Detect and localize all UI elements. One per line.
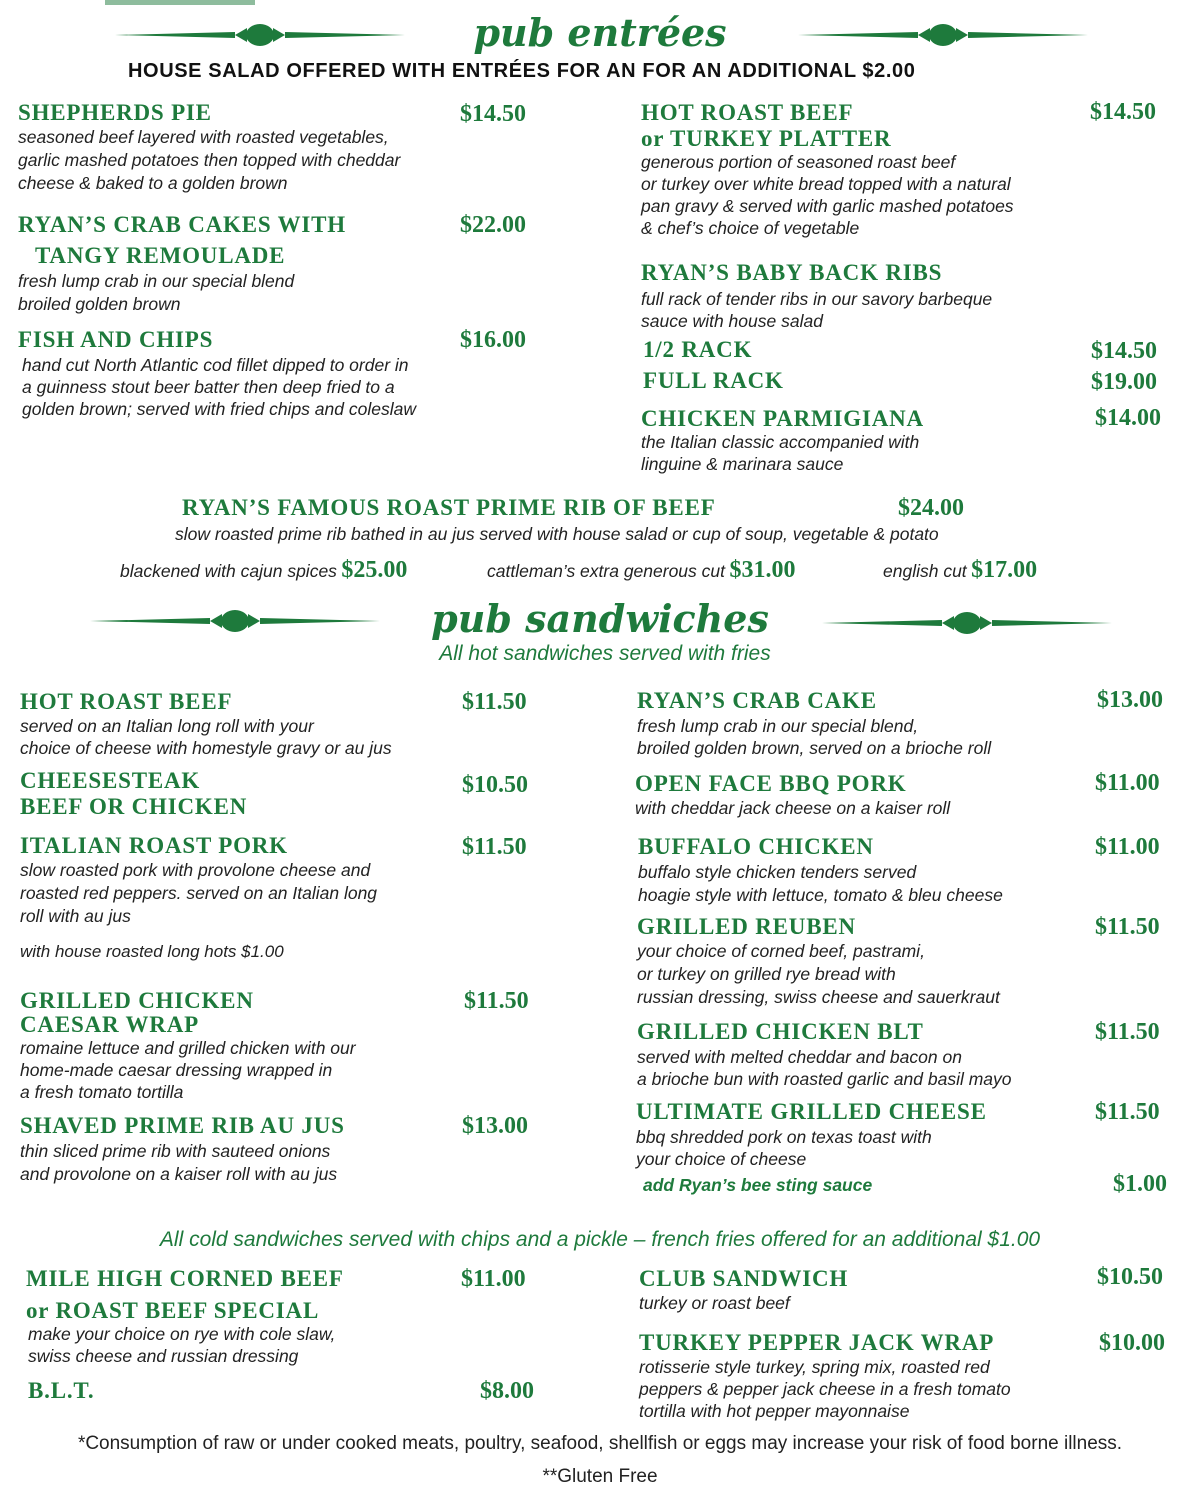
item-price: $11.00 bbox=[1095, 770, 1160, 796]
item-price: $11.00 bbox=[461, 1266, 526, 1292]
item-description: your choice of corned beef, pastrami, or turkey on grilled rye bread with russian dressing, swiss cheese and sauerkraut bbox=[637, 941, 1000, 1007]
item-description: bbq shredded pork on texas toast with your choice of cheese bbox=[636, 1127, 932, 1169]
prime-rib-description: slow roasted prime rib bathed in au jus served with house salad or cup of soup, vegetable & potato bbox=[175, 524, 939, 544]
item-price: $13.00 bbox=[462, 1113, 528, 1139]
item-description: buffalo style chicken tenders served hoagie style with lettuce, tomato & bleu cheese bbox=[638, 862, 1003, 905]
item-name-line2: or TURKEY PLATTER bbox=[641, 126, 892, 151]
item-name: BUFFALO CHICKEN bbox=[638, 834, 874, 859]
sandwiches-title: pub sandwiches bbox=[431, 596, 769, 641]
item-description: full rack of tender ribs in our savory barbeque sauce with house salad bbox=[641, 289, 993, 331]
gluten-free-note: **Gluten Free bbox=[542, 1466, 658, 1487]
item-description: fresh lump crab in our special blend, broiled golden brown, served on a brioche roll bbox=[637, 716, 992, 758]
item-name: B.L.T. bbox=[28, 1378, 95, 1403]
right-ornament-divider bbox=[822, 608, 1112, 638]
prime-rib-option bbox=[883, 557, 1037, 584]
option-name: FULL RACK bbox=[643, 368, 784, 393]
item-price: $11.50 bbox=[462, 834, 527, 860]
item-name: OPEN FACE BBQ PORK bbox=[635, 771, 907, 796]
food-safety-warning: *Consumption of raw or under cooked meats, poultry, seafood, shellfish or eggs may increase your risk of food borne illness. bbox=[77, 1433, 1123, 1454]
item-name: GRILLED CHICKEN BLT bbox=[637, 1019, 924, 1044]
entrees-title: pub entrées bbox=[473, 10, 727, 55]
item-name: CLUB SANDWICH bbox=[639, 1266, 849, 1291]
item-description: romaine lettuce and grilled chicken with our home-made caesar dressing wrapped in a fresh tomato tortilla bbox=[20, 1038, 356, 1102]
prime-rib-name: RYAN’S FAMOUS ROAST PRIME RIB OF BEEF bbox=[182, 495, 716, 520]
item-price: $8.00 bbox=[480, 1378, 534, 1404]
item-name: ITALIAN ROAST PORK bbox=[20, 833, 288, 858]
item-price: $11.50 bbox=[464, 988, 529, 1014]
item-price: $13.00 bbox=[1097, 687, 1163, 713]
option-name: 1/2 RACK bbox=[643, 337, 753, 362]
item-name: ULTIMATE GRILLED CHEESE bbox=[636, 1099, 987, 1124]
item-price: $11.50 bbox=[462, 689, 527, 715]
item-price: $22.00 bbox=[460, 212, 526, 238]
option-price: $25.00 bbox=[341, 557, 408, 583]
item-name: MILE HIGH CORNED BEEF bbox=[26, 1266, 344, 1291]
option-label: english cut bbox=[883, 561, 967, 581]
item-price: $11.00 bbox=[1095, 834, 1160, 860]
item-price: $11.50 bbox=[1095, 1099, 1160, 1125]
option-label: cattleman’s extra generous cut bbox=[487, 561, 726, 581]
item-name: SHEPHERDS PIE bbox=[18, 100, 212, 125]
right-ornament-divider bbox=[798, 20, 1088, 50]
addon-price: $1.00 bbox=[1113, 1171, 1167, 1197]
item-description: hand cut North Atlantic cod fillet dipped to order in a guinness stout beer batter then deep fried to a golden brown; served with fried chips and coleslaw bbox=[22, 355, 416, 419]
item-name: RYAN’S CRAB CAKE bbox=[637, 688, 877, 713]
option-price: $19.00 bbox=[1091, 369, 1157, 395]
item-name-line2: CAESAR WRAP bbox=[20, 1012, 199, 1037]
item-description: thin sliced prime rib with sauteed onions and provolone on a kaiser roll with au jus bbox=[20, 1141, 338, 1184]
item-name: FISH AND CHIPS bbox=[18, 327, 214, 352]
item-name: GRILLED CHICKEN bbox=[20, 988, 254, 1013]
item-name: HOT ROAST BEEF bbox=[641, 100, 854, 125]
option-price: $17.00 bbox=[971, 557, 1038, 583]
left-ornament-divider bbox=[115, 20, 405, 50]
item-description: served on an Italian long roll with your choice of cheese with homestyle gravy or au jus bbox=[20, 716, 392, 758]
item-price: $10.50 bbox=[1097, 1264, 1163, 1290]
option-price: $14.50 bbox=[1091, 338, 1157, 364]
item-description: generous portion of seasoned roast beef or turkey over white bread topped with a natural pan gravy & served with garlic mashed potatoes & chef’s choice of vegetable bbox=[641, 152, 1014, 238]
item-price: $14.50 bbox=[460, 101, 526, 127]
item-name: SHAVED PRIME RIB AU JUS bbox=[20, 1113, 345, 1138]
item-price: $10.00 bbox=[1099, 1330, 1165, 1356]
addon-label: add Ryan’s bee sting sauce bbox=[643, 1175, 873, 1195]
sandwiches-subtitle: All hot sandwiches served with fries bbox=[439, 642, 771, 665]
item-name: GRILLED REUBEN bbox=[637, 914, 856, 939]
prime-rib-option bbox=[120, 557, 407, 584]
item-description: make your choice on rye with cole slaw, swiss cheese and russian dressing bbox=[28, 1324, 336, 1366]
cold-sandwich-note: All cold sandwiches served with chips and a pickle – french fries offered for an additional $1.00 bbox=[159, 1228, 1041, 1251]
item-name-line2: TANGY REMOULADE bbox=[35, 243, 286, 268]
item-price: $10.50 bbox=[462, 772, 528, 798]
item-description: rotisserie style turkey, spring mix, roasted red peppers & pepper jack cheese in a fresh tomato tortilla with hot pepper mayonnaise bbox=[639, 1357, 1011, 1421]
house-salad-note: HOUSE SALAD OFFERED WITH ENTRÉES FOR AN FOR AN ADDITIONAL $2.00 bbox=[128, 60, 916, 82]
prime-rib-option bbox=[487, 557, 795, 584]
item-description: seasoned beef layered with roasted vegetables, garlic mashed potatoes then topped with cheddar cheese & baked to a golden brown bbox=[18, 127, 401, 193]
item-price: $11.50 bbox=[1095, 914, 1160, 940]
item-description: with cheddar jack cheese on a kaiser roll bbox=[635, 798, 951, 818]
item-description: served with melted cheddar and bacon on a brioche bun with roasted garlic and basil mayo bbox=[637, 1047, 1012, 1089]
item-name: RYAN’S CRAB CAKES WITH bbox=[18, 212, 346, 237]
option-label: blackened with cajun spices bbox=[120, 561, 337, 581]
option-price: $31.00 bbox=[729, 557, 796, 583]
prime-rib-price: $24.00 bbox=[898, 495, 964, 521]
item-price: $16.00 bbox=[460, 327, 526, 353]
item-price: $14.00 bbox=[1095, 405, 1161, 431]
item-description: fresh lump crab in our special blend broiled golden brown bbox=[18, 271, 295, 314]
item-price: $14.50 bbox=[1090, 99, 1156, 125]
item-name: TURKEY PEPPER JACK WRAP bbox=[639, 1330, 995, 1355]
item-description: slow roasted pork with provolone cheese and roasted red peppers. served on an Italian long roll with au jus bbox=[20, 860, 378, 926]
item-name-line2: or ROAST BEEF SPECIAL bbox=[26, 1298, 320, 1323]
item-name-line2: BEEF OR CHICKEN bbox=[20, 794, 248, 819]
item-description: the Italian classic accompanied with linguine & marinara sauce bbox=[641, 432, 920, 474]
item-extra: with house roasted long hots $1.00 bbox=[20, 942, 284, 961]
item-name: HOT ROAST BEEF bbox=[20, 689, 233, 714]
top-decorative-bar bbox=[105, 0, 255, 5]
item-name: CHEESESTEAK bbox=[20, 768, 201, 793]
item-name: CHICKEN PARMIGIANA bbox=[641, 406, 924, 431]
left-ornament-divider bbox=[90, 606, 380, 636]
item-name: RYAN’S BABY BACK RIBS bbox=[641, 260, 943, 285]
item-description: turkey or roast beef bbox=[639, 1293, 790, 1313]
item-price: $11.50 bbox=[1095, 1019, 1160, 1045]
